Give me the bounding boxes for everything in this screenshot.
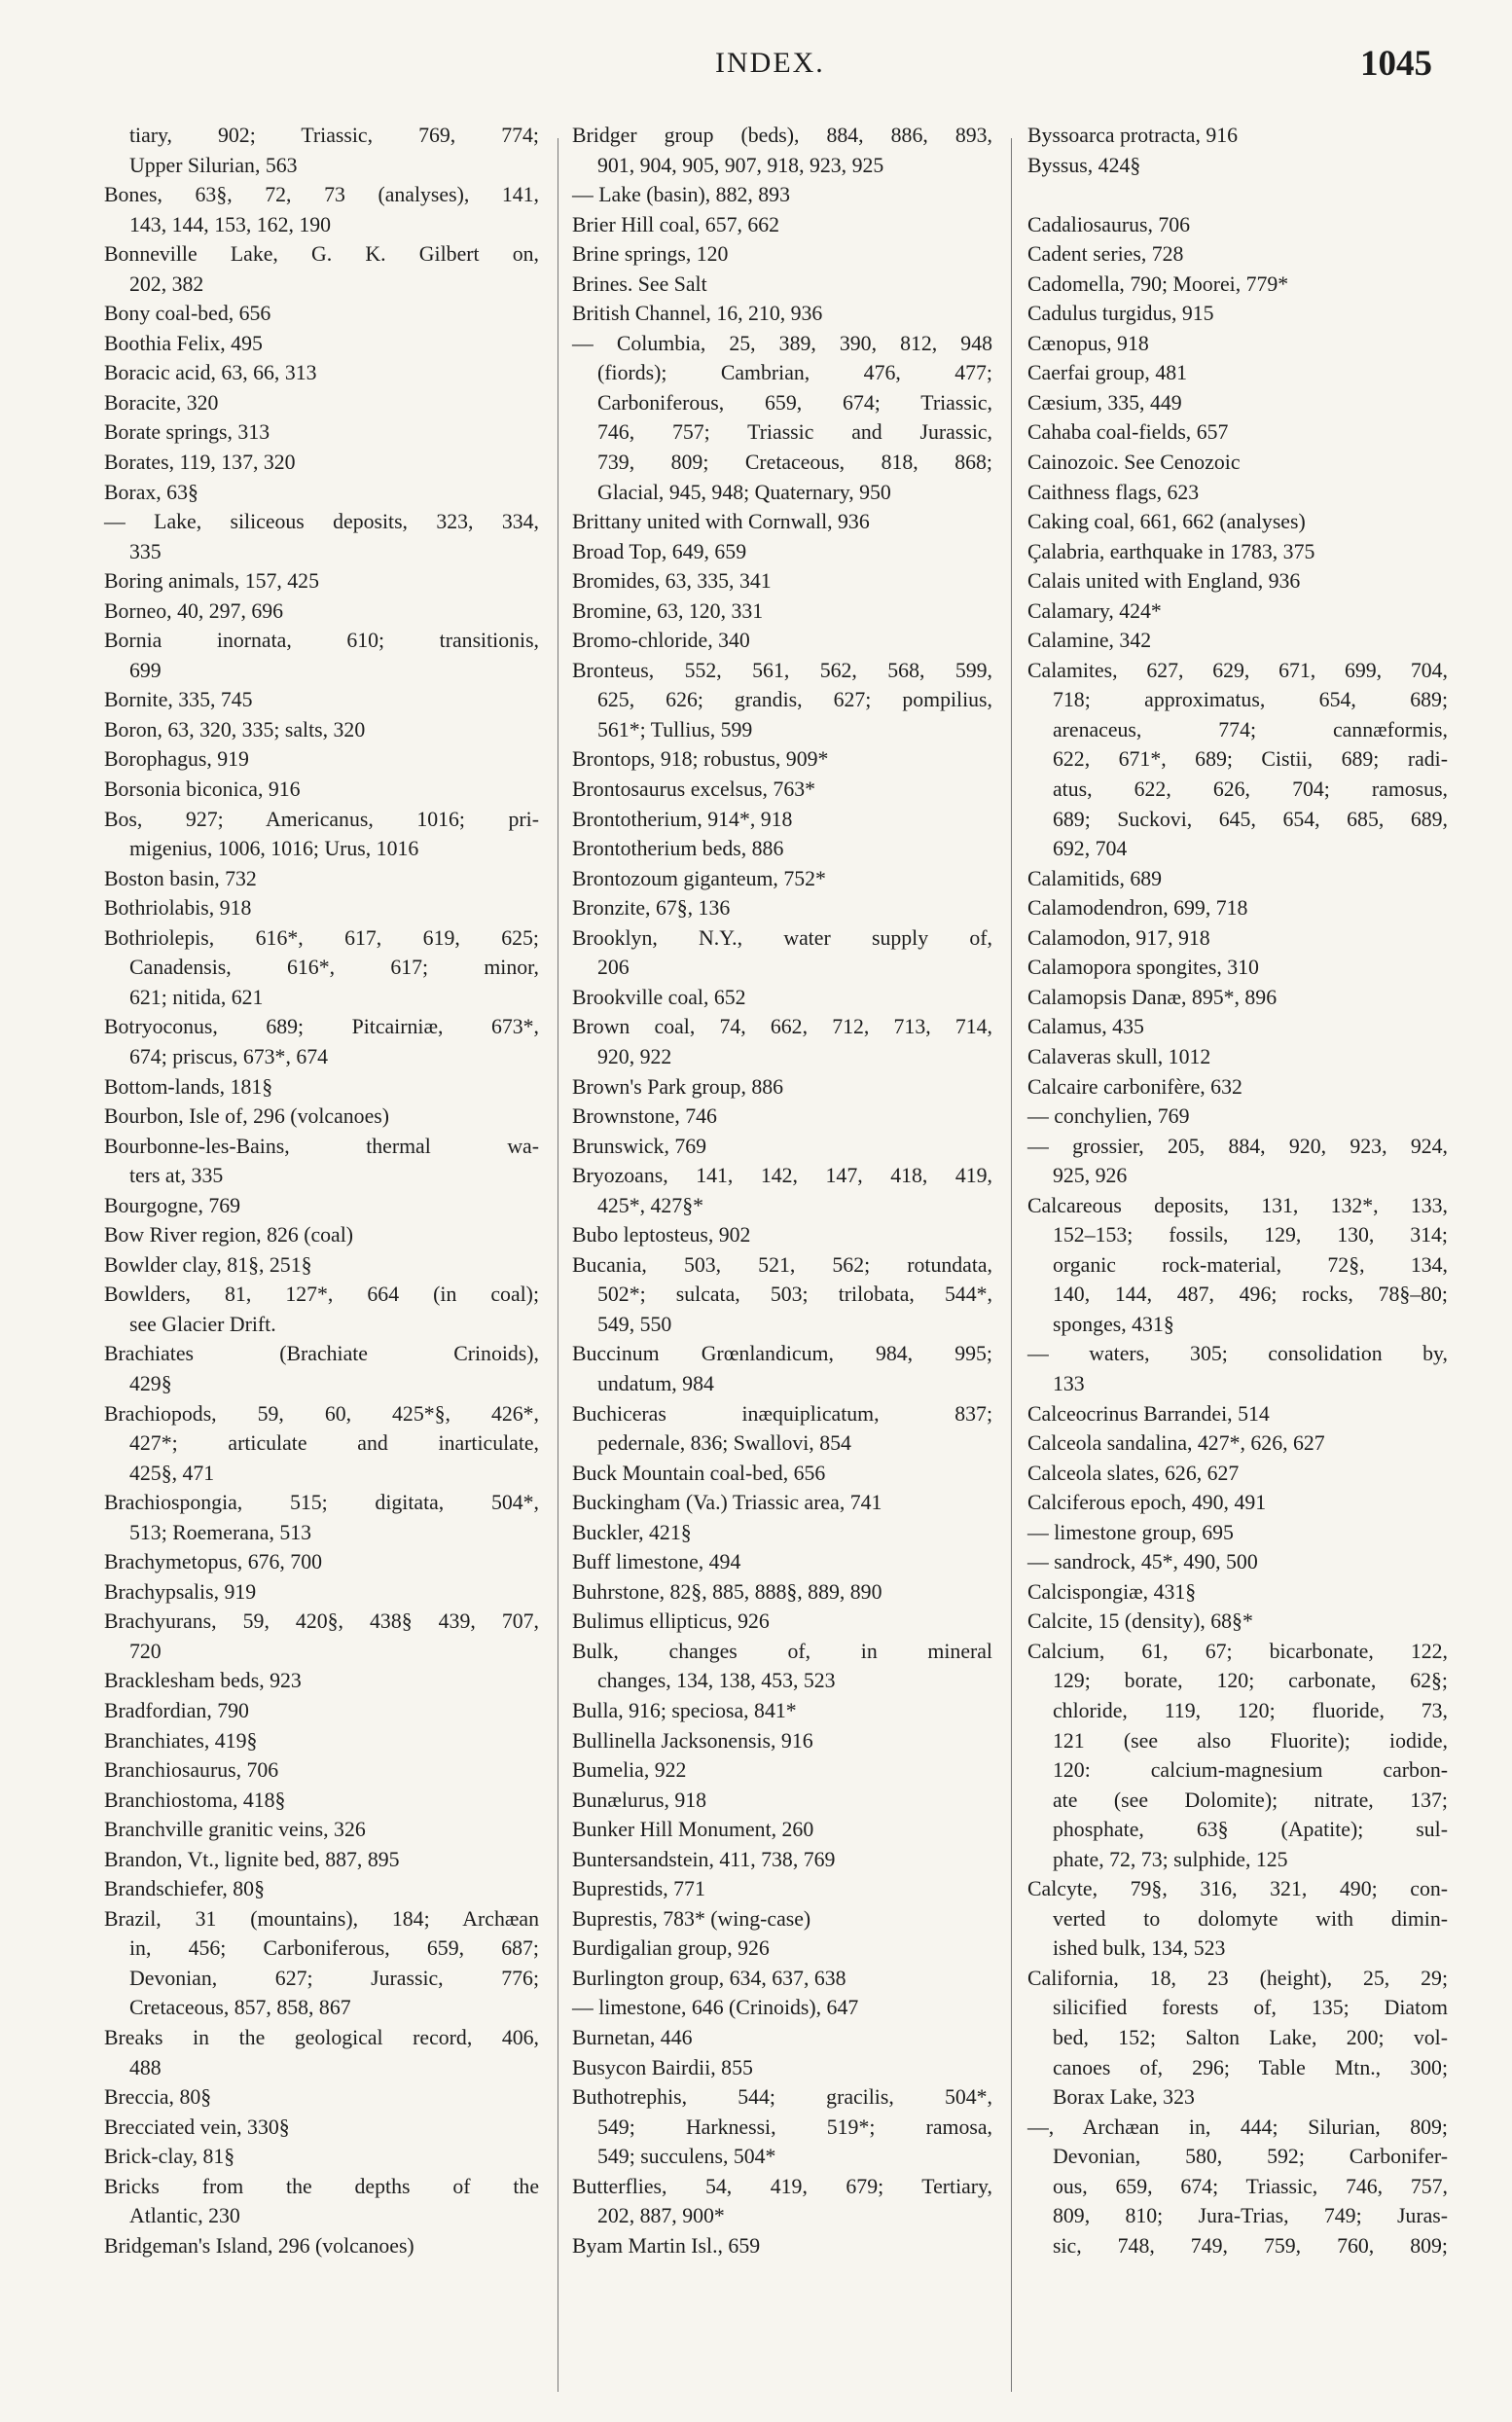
index-entry: — Lake, siliceous deposits, 323, 334, [104,510,539,534]
index-entry: Boron, 63, 320, 335; salts, 320 [104,717,366,741]
index-entry: Boothia Felix, 495 [104,331,263,355]
index-entry: Brier Hill coal, 657, 662 [572,212,780,236]
index-entry: Bunælurus, 918 [572,1788,707,1812]
index-entry: Broad Top, 649, 659 [572,539,747,563]
index-entry: Bothriolepis, 616*, 617, 619, 625; [104,925,539,950]
index-entry: Calamodendron, 699, 718 [1027,896,1248,921]
index-entry: Calamites, 627, 629, 671, 699, 704, [1027,658,1448,682]
index-entry: Calais united with England, 936 [1027,569,1301,594]
index-entry-continuation: 699 [129,658,162,682]
index-entry: — conchylien, 769 [1027,1104,1190,1129]
index-entry: Brachyurans, 59, 420§, 438§ 439, 707, [104,1609,539,1634]
index-entry: Brooklyn, N.Y., water supply of, [572,925,992,950]
section-gap [1027,180,1448,210]
index-entry-continuation: 427*; articulate and inarticulate, [129,1431,539,1456]
index-entry-continuation: tiary, 902; Triassic, 769, 774; [129,124,539,147]
index-entry: — sandrock, 45*, 490, 500 [1027,1550,1258,1574]
index-entry: Brontotherium beds, 886 [572,837,784,861]
index-entry: British Channel, 16, 210, 936 [572,302,823,326]
index-entry-continuation: (fiords); Cambrian, 476, 477; [597,361,992,385]
index-entry: Burdigalian group, 926 [572,1936,770,1961]
index-entry-continuation: 152–153; fossils, 129, 130, 314; [1053,1223,1448,1247]
index-entry: Calamopsis Danæ, 895*, 896 [1027,985,1278,1009]
page-header [0,44,1512,95]
index-entry-continuation: Upper Silurian, 563 [129,153,298,177]
index-entry-continuation: pedernale, 836; Swallovi, 854 [597,1431,851,1456]
index-entry: Borate springs, 313 [104,420,270,445]
index-entry: Boston basin, 732 [104,866,257,890]
index-entry-continuation: bed, 152; Salton Lake, 200; vol- [1053,2026,1448,2049]
index-entry: Brookville coal, 652 [572,985,746,1009]
index-entry: Brine springs, 120 [572,242,729,267]
index-entry: Bothriolabis, 918 [104,896,252,921]
index-entry: Cadent series, 728 [1027,242,1184,267]
index-column-1 [104,121,539,2260]
index-entry: Bryozoans, 141, 142, 147, 418, 419, [572,1164,992,1188]
index-entry: Buprestis, 783* (wing-case) [572,1906,811,1931]
index-entry-continuation: Glacial, 945, 948; Quaternary, 950 [597,480,891,504]
index-entry: Bornite, 335, 745 [104,688,253,712]
index-entry-continuation: 689; Suckovi, 645, 654, 685, 689, [1053,807,1448,831]
index-entry-continuation: 720 [129,1639,162,1663]
index-entry: Boracic acid, 63, 66, 313 [104,361,317,385]
index-entry: Branchiosaurus, 706 [104,1758,279,1783]
index-entry: Bulla, 916; speciosa, 841* [572,1698,797,1722]
index-entry: Caerfai group, 481 [1027,361,1188,385]
index-entry-continuation: 129; borate, 120; carbonate, 62§; [1053,1669,1448,1693]
index-entry: Cæsium, 335, 449 [1027,390,1182,415]
index-entry-continuation: 206 [597,956,630,980]
index-entry-continuation: 429§ [129,1371,172,1395]
index-entry: Bromine, 63, 120, 331 [572,598,764,623]
index-entry: Breaks in the geological record, 406, [104,2026,539,2049]
index-entry-continuation: 622, 671*, 689; Cistii, 689; radi- [1053,747,1448,772]
index-entry: Borates, 119, 137, 320 [104,451,296,475]
index-entry-continuation: 202, 382 [129,271,204,296]
index-entry: Calcispongiæ, 431§ [1027,1579,1197,1604]
index-entry: Calceola slates, 626, 627 [1027,1461,1240,1485]
index-entry: Calcyte, 79§, 316, 321, 490; con- [1027,1877,1448,1901]
index-entry: Bracklesham beds, 923 [104,1669,302,1693]
index-entry: Boracite, 320 [104,390,219,415]
index-entry-continuation: 121 (see also Fluorite); iodide, [1053,1728,1448,1753]
index-entry: Brecciated vein, 330§ [104,2115,290,2139]
index-entry: Buckingham (Va.) Triassic area, 741 [572,1491,882,1515]
index-entry-continuation: arenaceus, 774; cannæformis, [1053,717,1448,741]
index-entry: Bulimus ellipticus, 926 [572,1609,770,1634]
index-entry-continuation: in, 456; Carboniferous, 659, 687; [129,1936,539,1961]
index-entry-continuation: 140, 144, 487, 496; rocks, 78§–80; [1053,1283,1448,1307]
index-entry-continuation: 739, 809; Cretaceous, 818, 868; [597,451,992,475]
index-entry: Borax, 63§ [104,480,198,504]
index-entry-continuation: migenius, 1006, 1016; Urus, 1016 [129,837,419,861]
index-entry: Bourbonne-les-Bains, thermal wa- [104,1134,539,1158]
index-entry-continuation: Carboniferous, 659, 674; Triassic, [597,390,992,415]
index-entry: Calcaire carbonifère, 632 [1027,1074,1242,1099]
index-entry: Brontosaurus excelsus, 763* [572,777,816,802]
index-entry-continuation: changes, 134, 138, 453, 523 [597,1669,836,1693]
index-entry-continuation: Devonian, 627; Jurassic, 776; [129,1966,539,1990]
index-entry: Bottom-lands, 181§ [104,1074,273,1099]
index-entry: Calcite, 15 (density), 68§* [1027,1609,1253,1634]
index-entry-continuation: ous, 659, 674; Triassic, 746, 757, [1053,2174,1448,2198]
column-rule-right [1011,138,1012,2392]
index-entry-continuation: 718; approximatus, 654, 689; [1053,688,1448,712]
index-entry: Bridgeman's Island, 296 (volcanoes) [104,2233,414,2258]
index-entry: Brandschiefer, 80§ [104,1877,265,1901]
index-entry-continuation: phosphate, 63§ (Apatite); sul- [1053,1818,1448,1842]
index-entry-continuation: Devonian, 580, 592; Carbonifer- [1053,2145,1448,2169]
index-entry: Burlington group, 634, 637, 638 [572,1966,846,1990]
index-entry: Calamitids, 689 [1027,866,1163,890]
index-entry-continuation: 621; nitida, 621 [129,985,264,1009]
index-entry: Buchiceras inæquiplicatum, 837; [572,1401,992,1426]
index-entry: Brick-clay, 81§ [104,2145,235,2169]
index-entry: Brachiospongia, 515; digitata, 504*, [104,1491,539,1515]
index-entry-continuation: sponges, 431§ [1053,1312,1174,1336]
index-entry-continuation: undatum, 984 [597,1371,714,1395]
index-entry: Buprestids, 771 [572,1877,705,1901]
index-entry-continuation: 674; priscus, 673*, 674 [129,1044,329,1068]
index-entry: Busycon Bairdii, 855 [572,2055,753,2079]
index-entry: Bromides, 63, 335, 341 [572,569,772,594]
running-title: INDEX. [715,47,825,79]
index-entry: Calciferous epoch, 490, 491 [1027,1491,1267,1515]
index-entry: Bucania, 503, 521, 562; rotundata, [572,1252,992,1277]
index-entry-continuation: ate (see Dolomite); nitrate, 137; [1053,1788,1448,1812]
index-entry: Caithness flags, 623 [1027,480,1200,504]
index-entry: Calceocrinus Barrandei, 514 [1027,1401,1270,1426]
index-entry-continuation: 502*; sulcata, 503; trilobata, 544*, [597,1283,992,1307]
index-entry-continuation: 925, 926 [1053,1164,1128,1188]
index-entry-continuation: 133 [1053,1371,1085,1395]
index-entry: Boring animals, 157, 425 [104,569,319,594]
index-entry: Bradfordian, 790 [104,1698,249,1722]
index-entry: Brittany united with Cornwall, 936 [572,510,870,534]
index-entry: Calceola sandalina, 427*, 626, 627 [1027,1431,1325,1456]
index-entry: Bricks from the depths of the [104,2174,539,2198]
index-entry-continuation: 488 [129,2055,162,2079]
index-entry: Brontops, 918; robustus, 909* [572,747,829,772]
index-entry-continuation: 549, 550 [597,1312,672,1336]
index-entry: Branchville granitic veins, 326 [104,1818,366,1842]
index-entry-continuation: 920, 922 [597,1044,672,1068]
index-entry-continuation: 513; Roemerana, 513 [129,1520,312,1544]
index-entry-continuation: Canadensis, 616*, 617; minor, [129,956,539,980]
index-entry: Brines. See Salt [572,271,707,296]
index-entry-continuation: 561*; Tullius, 599 [597,717,753,741]
index-entry: Calcareous deposits, 131, 132*, 133, [1027,1193,1448,1217]
index-entry: — Columbia, 25, 389, 390, 812, 948 [572,331,992,355]
index-entry: Buff limestone, 494 [572,1550,741,1574]
index-entry: Bonneville Lake, G. K. Gilbert on, [104,242,539,267]
index-entry-continuation: 549; Harknessi, 519*; ramosa, [597,2115,992,2139]
index-entry: Bunker Hill Monument, 260 [572,1818,814,1842]
index-entry: Caking coal, 661, 662 (analyses) [1027,510,1306,534]
index-entry: Brown coal, 74, 662, 712, 713, 714, [572,1015,992,1039]
index-entry: Buntersandstein, 411, 738, 769 [572,1847,836,1871]
index-entry: Bullinella Jacksonensis, 916 [572,1728,813,1753]
index-entry-continuation: Atlantic, 230 [129,2204,240,2228]
index-entry: Brontotherium, 914*, 918 [572,807,793,831]
index-entry: Calcium, 61, 67; bicarbonate, 122, [1027,1639,1448,1663]
index-entry-continuation: ters at, 335 [129,1164,224,1188]
index-entry: Borneo, 40, 297, 696 [104,598,284,623]
index-entry-continuation: 120: calcium-magnesium carbon- [1053,1758,1448,1783]
index-entry-continuation: Borax Lake, 323 [1053,2085,1195,2110]
index-entry: Bowlder clay, 81§, 251§ [104,1252,312,1277]
index-entry: Buckler, 421§ [572,1520,692,1544]
index-entry: Bubo leptosteus, 902 [572,1223,751,1247]
index-entry: Brachypsalis, 919 [104,1579,257,1604]
index-entry: Bourbon, Isle of, 296 (volcanoes) [104,1104,389,1129]
index-column-3 [1027,121,1448,2260]
index-entry: Bourgogne, 769 [104,1193,241,1217]
index-entry: Bulk, changes of, in mineral [572,1639,992,1663]
index-entry: Bones, 63§, 72, 73 (analyses), 141, [104,183,539,207]
index-entry-continuation: sic, 748, 749, 759, 760, 809; [1053,2233,1448,2258]
index-entry: Calaveras skull, 1012 [1027,1044,1211,1068]
index-entry: — Lake (basin), 882, 893 [572,183,790,207]
index-column-2 [572,121,992,2260]
index-entry: Buthotrephis, 544; gracilis, 504*, [572,2085,992,2110]
index-entry-continuation: 425§, 471 [129,1461,215,1485]
index-entry: Borophagus, 919 [104,747,249,772]
index-entry: Calamopora spongites, 310 [1027,956,1259,980]
index-entry-continuation: verted to dolomyte with dimin- [1053,1906,1448,1931]
index-entry: Calamodon, 917, 918 [1027,925,1210,950]
index-entry: Brachiopods, 59, 60, 425*§, 426*, [104,1401,539,1426]
index-entry: Bridger group (beds), 884, 886, 893, [572,124,992,147]
index-entry-continuation: 901, 904, 905, 907, 918, 923, 925 [597,153,884,177]
index-entry: Bony coal-bed, 656 [104,302,271,326]
index-entry-continuation: 746, 757; Triassic and Jurassic, [597,420,992,445]
index-entry: Çalabria, earthquake in 1783, 375 [1027,539,1315,563]
index-entry-continuation: 425*, 427§* [597,1193,703,1217]
index-entry-continuation: silicified forests of, 135; Diatom [1053,1996,1448,2020]
index-entry: Brandon, Vt., lignite bed, 887, 895 [104,1847,400,1871]
index-entry: Bornia inornata, 610; transitionis, [104,629,539,653]
index-entry-continuation: chloride, 119, 120; fluoride, 73, [1053,1698,1448,1722]
index-entry-continuation: canoes of, 296; Table Mtn., 300; [1053,2055,1448,2079]
index-entry-continuation: 692, 704 [1053,837,1128,861]
index-entry: Bowlders, 81, 127*, 664 (in coal); [104,1283,539,1307]
index-entry: Buccinum Grœnlandicum, 984, 995; [572,1342,992,1366]
index-entry-continuation: 549; succulens, 504* [597,2145,776,2169]
index-entry: Breccia, 80§ [104,2085,212,2110]
index-entry: Bronteus, 552, 561, 562, 568, 599, [572,658,992,682]
page-number: 1045 [1360,44,1432,84]
index-entry: Buhrstone, 82§, 885, 888§, 889, 890 [572,1579,882,1604]
index-entry-continuation: 202, 887, 900* [597,2204,725,2228]
index-entry-continuation: organic rock-material, 72§, 134, [1053,1252,1448,1277]
index-entry: —, Archæan in, 444; Silurian, 809; [1027,2115,1448,2139]
index-entry: Cadaliosaurus, 706 [1027,212,1191,236]
index-entry: Bumelia, 922 [572,1758,687,1783]
index-entry: Brazil, 31 (mountains), 184; Archæan [104,1906,539,1931]
index-entry: Cadulus turgidus, 915 [1027,302,1214,326]
index-entry: Cahaba coal-fields, 657 [1027,420,1229,445]
index-entry: Byssus, 424§ [1027,153,1141,177]
index-entry: Bow River region, 826 (coal) [104,1223,354,1247]
index-entry-continuation: atus, 622, 626, 704; ramosus, [1053,777,1448,802]
index-entry: Buck Mountain coal-bed, 656 [572,1461,826,1485]
index-entry-continuation: phate, 72, 73; sulphide, 125 [1053,1847,1288,1871]
index-entry: Cainozoic. See Cenozoic [1027,451,1241,475]
index-entry: California, 18, 23 (height), 25, 29; [1027,1966,1448,1990]
index-entry: Branchiates, 419§ [104,1728,258,1753]
index-entry: Brownstone, 746 [572,1104,717,1129]
index-entry: Brunswick, 769 [572,1134,707,1158]
index-entry: Calamine, 342 [1027,629,1152,653]
index-entry-continuation: 335 [129,539,162,563]
index-entry: — grossier, 205, 884, 920, 923, 924, [1027,1134,1448,1158]
index-entry-continuation: Cretaceous, 857, 858, 867 [129,1996,351,2020]
index-entry: Calamary, 424* [1027,598,1162,623]
index-entry: Brown's Park group, 886 [572,1074,784,1099]
index-entry-continuation: ished bulk, 134, 523 [1053,1936,1226,1961]
index-entry: Bronzite, 67§, 136 [572,896,731,921]
index-entry-continuation: 809, 810; Jura-Trias, 749; Juras- [1053,2204,1448,2228]
index-entry-continuation: 625, 626; grandis, 627; pompilius, [597,688,992,712]
index-entry: Bos, 927; Americanus, 1016; pri- [104,807,539,831]
index-entry: Calamus, 435 [1027,1015,1144,1039]
index-entry: — limestone, 646 (Crinoids), 647 [572,1996,859,2020]
index-entry: Brachiates (Brachiate Crinoids), [104,1342,539,1366]
index-entry: — limestone group, 695 [1027,1520,1234,1544]
index-entry: Bromo-chloride, 340 [572,629,750,653]
index-entry: Cadomella, 790; Moorei, 779* [1027,271,1289,296]
index-entry-continuation: see Glacier Drift. [129,1312,276,1336]
index-entry: Borsonia biconica, 916 [104,777,301,802]
index-entry: Byam Martin Isl., 659 [572,2233,761,2258]
index-entry: — waters, 305; consolidation by, [1027,1342,1448,1366]
index-entry: Brachymetopus, 676, 700 [104,1550,322,1574]
index-entry: Branchiostoma, 418§ [104,1788,286,1812]
index-entry: Brontozoum giganteum, 752* [572,866,826,890]
index-entry: Byssoarca protracta, 916 [1027,124,1239,147]
index-entry: Botryoconus, 689; Pitcairniæ, 673*, [104,1015,539,1039]
index-entry: Cænopus, 918 [1027,331,1149,355]
index-entry-continuation: 143, 144, 153, 162, 190 [129,212,332,236]
index-entry: Butterflies, 54, 419, 679; Tertiary, [572,2174,992,2198]
index-entry: Burnetan, 446 [572,2026,693,2049]
